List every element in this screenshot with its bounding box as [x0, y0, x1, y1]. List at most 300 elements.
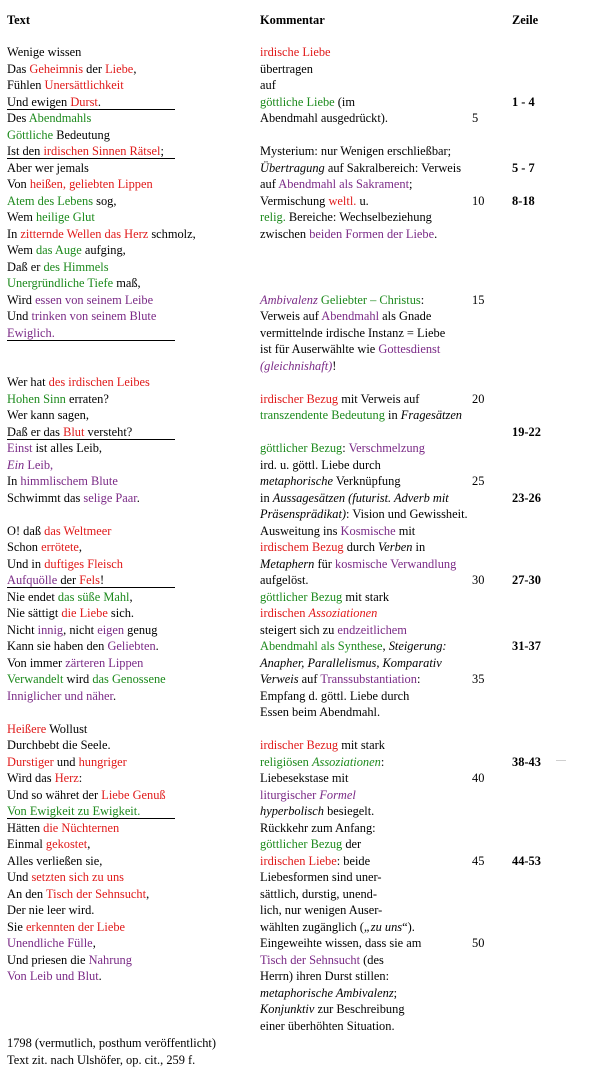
poem-segment: Fels — [79, 573, 100, 587]
commentary-segment: zwischen — [260, 227, 310, 241]
poem-segment: Durchbebt die Seele. — [7, 738, 111, 752]
commentary-segment: für — [314, 557, 336, 571]
poem-segment: des Himmels — [43, 260, 109, 274]
commentary-line — [260, 523, 415, 539]
commentary-segment: auf Sakralbereich: Verweis — [324, 161, 462, 175]
poem-segment: der — [83, 62, 106, 76]
commentary-segment: Geliebter – Christus — [320, 293, 421, 307]
poem-line — [7, 193, 116, 209]
poem-segment: maß, — [113, 276, 141, 290]
poem-segment: An den — [7, 887, 47, 901]
poem-segment: Wollust — [46, 722, 88, 736]
commentary-line — [260, 61, 313, 77]
commentary-segment: auf — [260, 78, 276, 92]
poem-segment: , — [146, 887, 150, 901]
commentary-line — [260, 605, 377, 621]
commentary-line — [260, 919, 415, 935]
line-number: 20 — [472, 392, 485, 406]
commentary-segment: Tisch der Sehnsucht — [260, 953, 361, 967]
poem-line — [7, 176, 153, 192]
zeile-range: 8-18 — [512, 194, 535, 208]
poem-segment: Durst — [70, 95, 98, 109]
poem-segment: Kann sie haben den — [7, 639, 108, 653]
poem-line — [7, 77, 124, 93]
commentary-segment: weltl. — [328, 194, 357, 208]
commentary-segment: mit stark — [342, 590, 390, 604]
commentary-segment: “). — [402, 920, 415, 934]
poem-segment: Des — [7, 111, 29, 125]
poem-segment: erkennten der Liebe — [25, 920, 126, 934]
commentary-line — [260, 143, 451, 159]
poem-segment: Alles verließen sie, — [7, 854, 103, 868]
poem-line — [7, 622, 157, 638]
commentary-segment: Eingeweihte wissen, dass sie am — [260, 936, 422, 950]
poem-line — [7, 638, 159, 654]
poem-segment: ; — [160, 144, 164, 158]
poem-line — [7, 820, 119, 836]
poem-line — [7, 325, 175, 341]
line-number: 35 — [472, 672, 485, 686]
poem-segment: setzten sich zu uns — [31, 870, 124, 884]
poem-segment: essen von seinem Leibe — [35, 293, 154, 307]
commentary-segment: Liebesformen sind uner- — [260, 870, 382, 884]
commentary-segment: vermittelnde irdische Instanz = Liebe — [260, 326, 446, 340]
poem-segment: Nicht — [7, 623, 38, 637]
commentary-segment: Transsubstantiation — [320, 672, 417, 686]
commentary-segment: Assoziationen — [311, 755, 381, 769]
commentary-line — [260, 1018, 395, 1034]
commentary-line — [260, 820, 376, 836]
commentary-segment: Aussagesätzen (futurist. Adverb mit — [272, 491, 449, 505]
poem-line — [7, 490, 140, 506]
commentary-line — [260, 935, 421, 951]
commentary-segment: relig. — [260, 210, 286, 224]
commentary-line — [260, 869, 382, 885]
poem-line — [7, 688, 116, 704]
line-number: 25 — [472, 474, 485, 488]
footer-source: Text zit. nach Ulshöfer, op. cit., 259 f. — [7, 1053, 196, 1067]
poem-line — [7, 94, 175, 110]
poem-segment: Und priesen die — [7, 953, 89, 967]
poem-segment: trinken von seinem Blute — [31, 309, 157, 323]
poem-segment: Wer hat — [7, 375, 49, 389]
poem-line — [7, 539, 82, 555]
commentary-line — [260, 44, 331, 60]
poem-segment: Schwimmt das — [7, 491, 84, 505]
poem-line — [7, 209, 95, 225]
commentary-segment: Anapher, Parallelismus, Komparativ — [260, 656, 442, 670]
line-number: 50 — [472, 936, 485, 950]
header-kommentar: Kommentar — [260, 13, 325, 27]
commentary-segment: mit — [395, 524, 416, 538]
commentary-segment: Konjunktiv — [260, 1002, 315, 1016]
commentary-segment: u. — [356, 194, 369, 208]
commentary-line — [260, 308, 431, 324]
poem-line — [7, 556, 123, 572]
commentary-segment: , — [382, 639, 389, 653]
poem-segment: Heißere — [7, 722, 47, 736]
commentary-segment: Abendmahl als Sakrament — [278, 177, 410, 191]
zeile-range: 5 - 7 — [512, 161, 535, 175]
commentary-line — [260, 506, 468, 522]
poem-segment: Und ewigen — [7, 95, 71, 109]
poem-line — [7, 902, 94, 918]
commentary-segment: metaphorische — [260, 474, 333, 488]
commentary-segment: göttlicher Bezug — [260, 590, 343, 604]
poem-line — [7, 61, 136, 77]
commentary-segment: Herrn) ihren Durst stillen: — [260, 969, 390, 983]
poem-line — [7, 44, 81, 60]
header-text: Text — [7, 13, 30, 27]
commentary-line — [260, 952, 384, 968]
poem-segment: In — [7, 474, 21, 488]
commentary-line — [260, 638, 447, 654]
poem-line — [7, 424, 175, 440]
poem-line — [7, 572, 175, 588]
commentary-segment: : — [420, 293, 425, 307]
commentary-segment: liturgischer — [260, 788, 320, 802]
poem-segment: die Liebe — [61, 606, 108, 620]
commentary-segment: Verknüpfung — [332, 474, 401, 488]
commentary-segment: in — [412, 540, 426, 554]
poem-line — [7, 226, 196, 242]
poem-segment: duftiges Fleisch — [44, 557, 123, 571]
zeile-range: 31-37 — [512, 639, 541, 653]
commentary-segment: Abendmahl — [321, 309, 380, 323]
line-number: 45 — [472, 854, 485, 868]
poem-line — [7, 143, 175, 159]
poem-segment: , — [129, 590, 133, 604]
commentary-segment: Empfang d. göttl. Liebe durch — [260, 689, 410, 703]
commentary-line — [260, 853, 370, 869]
commentary-segment: irdischen — [260, 606, 309, 620]
poem-line — [7, 374, 150, 390]
commentary-segment: übertragen — [260, 62, 313, 76]
commentary-segment: kosmische Verwandlung — [335, 557, 457, 571]
commentary-line — [260, 110, 388, 126]
commentary-segment: Essen beim Abendmahl. — [260, 705, 381, 719]
poem-segment: O! daß — [7, 524, 45, 538]
poem-line — [7, 127, 110, 143]
poem-line — [7, 160, 89, 176]
poem-segment: Wer kann sagen, — [7, 408, 89, 422]
poem-segment: . — [98, 969, 102, 983]
poem-segment: errötete — [41, 540, 79, 554]
poem-segment: zitternde Wellen das Herz — [20, 227, 149, 241]
poem-segment: heißen, geliebten Lippen — [29, 177, 153, 191]
commentary-line — [260, 94, 355, 110]
poem-segment: . — [97, 95, 101, 109]
commentary-segment: ! — [332, 359, 337, 373]
commentary-line — [260, 325, 445, 341]
commentary-segment: als Gnade — [379, 309, 432, 323]
poem-line — [7, 605, 134, 621]
poem-line — [7, 457, 53, 473]
poem-segment: Der nie leer wird. — [7, 903, 95, 917]
commentary-segment: Mysterium: nur Wenigen erschließbar; — [260, 144, 452, 158]
commentary-segment: Ausweitung ins — [260, 524, 341, 538]
commentary-line — [260, 622, 407, 638]
poem-segment: , nicht — [63, 623, 98, 637]
poem-line — [7, 110, 91, 126]
commentary-segment: auf — [260, 177, 279, 191]
poem-segment: eigen — [97, 623, 125, 637]
poem-segment: irdischen Sinnen Rätsel — [43, 144, 161, 158]
poem-segment: himmlischem Blute — [20, 474, 118, 488]
poem-segment: Und in — [7, 557, 45, 571]
poem-segment: das Genossene — [92, 672, 166, 686]
commentary-line — [260, 226, 437, 242]
commentary-segment: irdischer Bezug — [260, 392, 339, 406]
poem-segment: genug — [124, 623, 158, 637]
poem-segment: Von Leib und Blut — [7, 969, 99, 983]
commentary-segment: wählten zugänglich ( — [260, 920, 364, 934]
poem-segment: Nie endet — [7, 590, 58, 604]
commentary-segment: Assoziationen — [308, 606, 378, 620]
commentary-segment: Steigerung: — [388, 639, 447, 653]
poem-segment: schmolz, — [148, 227, 196, 241]
poem-segment: und — [53, 755, 79, 769]
commentary-line — [260, 358, 336, 374]
poem-segment: . — [136, 491, 140, 505]
poem-segment: Wenige wissen — [7, 45, 82, 59]
poem-segment: Herz — [54, 771, 79, 785]
commentary-line — [260, 457, 381, 473]
poem-segment: des irdischen Leibes — [48, 375, 150, 389]
poem-segment: , — [133, 62, 137, 76]
commentary-segment: Bereiche: Wechselbeziehung — [285, 210, 432, 224]
commentary-segment: Ambivalenz — [260, 293, 318, 307]
poem-segment: Hohen Sinn — [7, 392, 66, 406]
commentary-segment: endzeitlichem — [337, 623, 407, 637]
poem-segment: Von — [7, 177, 30, 191]
poem-segment: heilige Glut — [35, 210, 95, 224]
zeile-range: 38-43 — [512, 755, 541, 769]
poem-segment: Nie sättigt — [7, 606, 62, 620]
poem-segment: versteht? — [84, 425, 133, 439]
commentary-segment: Präsensprädikat) — [260, 507, 347, 521]
poem-line — [7, 803, 175, 819]
commentary-line — [260, 160, 461, 176]
commentary-line — [260, 589, 389, 605]
poem-segment: Liebe — [105, 62, 134, 76]
poem-segment: Fühlen — [7, 78, 45, 92]
poem-line — [7, 853, 102, 869]
commentary-line — [260, 193, 369, 209]
poem-line — [7, 275, 141, 291]
poem-segment: Von immer — [7, 656, 66, 670]
commentary-line — [260, 176, 412, 192]
poem-segment: die Nüchternen — [43, 821, 120, 835]
commentary-line — [260, 787, 356, 803]
commentary-line — [260, 671, 420, 687]
poem-line — [7, 523, 111, 539]
poem-line — [7, 919, 125, 935]
poem-segment: Wird das — [7, 771, 55, 785]
commentary-segment: Metaphern — [260, 557, 315, 571]
commentary-segment: (des — [360, 953, 384, 967]
poem-segment: wird — [63, 672, 93, 686]
poem-segment: ist alles Leib, — [32, 441, 102, 455]
commentary-line — [260, 754, 384, 770]
commentary-segment: der — [342, 837, 362, 851]
poem-segment: Und — [7, 309, 32, 323]
commentary-line — [260, 341, 440, 357]
poem-segment: , — [92, 936, 96, 950]
poem-segment: sich. — [107, 606, 134, 620]
poem-segment: zärteren Lippen — [65, 656, 144, 670]
commentary-line — [260, 407, 462, 423]
poem-segment: Geheimnis — [29, 62, 84, 76]
line-number: 30 — [472, 573, 485, 587]
poem-segment: , — [87, 837, 91, 851]
poem-line — [7, 655, 143, 671]
poem-segment: Daß er — [7, 260, 44, 274]
commentary-line — [260, 77, 276, 93]
poem-segment: Einst — [7, 441, 33, 455]
commentary-segment: Verweis — [260, 672, 299, 686]
poem-line — [7, 242, 126, 258]
commentary-line — [260, 902, 382, 918]
commentary-line — [260, 1001, 405, 1017]
poem-segment: , — [78, 540, 83, 554]
commentary-segment: irdischem Bezug — [260, 540, 344, 554]
zeile-range: 1 - 4 — [512, 95, 535, 109]
commentary-segment: irdischer Bezug — [260, 738, 339, 752]
poem-segment: Bedeutung — [53, 128, 110, 142]
poem-segment: ! — [99, 573, 105, 587]
poem-segment: erraten? — [65, 392, 109, 406]
poem-line — [7, 836, 90, 852]
commentary-segment: Fragesätzen — [400, 408, 463, 422]
commentary-segment: Übertragung — [260, 161, 325, 175]
poem-line — [7, 407, 89, 423]
poem-line — [7, 721, 87, 737]
commentary-segment: Verben — [378, 540, 413, 554]
poem-segment: In — [7, 227, 21, 241]
poem-line — [7, 886, 149, 902]
zeile-range: 44-53 — [512, 854, 541, 868]
poem-segment: Leib, — [24, 458, 54, 472]
commentary-segment: . — [434, 227, 438, 241]
zeile-range: 19-22 — [512, 425, 541, 439]
poem-line — [7, 308, 156, 324]
commentary-segment: aufgelöst. — [260, 573, 309, 587]
commentary-line — [260, 556, 456, 572]
commentary-segment: (gleichnishaft) — [260, 359, 333, 373]
poem-segment: das Auge — [35, 243, 82, 257]
commentary-line — [260, 770, 348, 786]
commentary-segment: : Vision und Gewissheit. — [346, 507, 468, 521]
commentary-line — [260, 473, 401, 489]
commentary-segment: göttliche Liebe — [260, 95, 335, 109]
commentary-line — [260, 704, 380, 720]
poem-line — [7, 671, 166, 687]
poem-line — [7, 770, 82, 786]
poem-line — [7, 473, 118, 489]
commentary-segment: : — [416, 672, 421, 686]
commentary-line — [260, 391, 419, 407]
commentary-segment: : beide — [336, 854, 371, 868]
commentary-line — [260, 209, 432, 225]
poem-segment: Durstiger — [7, 755, 54, 769]
line-number: 15 — [472, 293, 485, 307]
commentary-segment: Verweis auf — [260, 309, 322, 323]
commentary-line — [260, 737, 385, 753]
poem-segment: Geliebten — [107, 639, 156, 653]
zeile-range: 23-26 — [512, 491, 541, 505]
poem-segment: Liebe Genuß — [101, 788, 166, 802]
commentary-segment: in — [384, 408, 401, 422]
commentary-segment: durch — [343, 540, 379, 554]
commentary-line — [260, 440, 425, 456]
poem-segment: Daß er das — [7, 425, 64, 439]
poem-line — [7, 391, 109, 407]
zeile-range: 27-30 — [512, 573, 541, 587]
poem-segment: Ewiglich. — [7, 326, 55, 340]
poem-segment: hungriger — [78, 755, 127, 769]
poem-line — [7, 968, 102, 984]
poem-segment: Aber wer jemals — [7, 161, 89, 175]
commentary-segment: : — [380, 755, 385, 769]
commentary-segment: religiösen — [260, 755, 312, 769]
commentary-segment: auf — [298, 672, 321, 686]
poem-line — [7, 259, 109, 275]
commentary-segment: göttlicher Bezug — [260, 837, 343, 851]
poem-segment: Und so währet der — [7, 788, 102, 802]
commentary-segment: beiden Formen der Liebe — [309, 227, 435, 241]
poem-line — [7, 754, 127, 770]
commentary-segment: mit stark — [338, 738, 385, 752]
poem-line — [7, 935, 96, 951]
poem-segment: . — [155, 639, 159, 653]
poem-segment: gekostet — [45, 837, 88, 851]
poem-segment: Sie — [7, 920, 26, 934]
poem-segment: aufging, — [81, 243, 126, 257]
poem-segment: Unendliche Fülle — [7, 936, 93, 950]
poem-segment: . — [112, 689, 117, 703]
commentary-segment: einer überhöhten Situation. — [260, 1019, 395, 1033]
poem-segment: Wird — [7, 293, 36, 307]
commentary-segment: Formel — [319, 788, 356, 802]
poem-segment: Einmal — [7, 837, 46, 851]
poem-segment: Atem des Lebens — [7, 194, 94, 208]
commentary-segment: Kosmische — [340, 524, 396, 538]
commentary-segment: Abendmahl ausgedrückt). — [260, 111, 388, 125]
commentary-segment: irdischen Liebe — [260, 854, 337, 868]
poem-segment: Tisch der Sehnsucht — [46, 887, 147, 901]
poem-segment: das süße Mahl — [57, 590, 130, 604]
footer-date: 1798 (vermutlich, posthum veröffentlicht) — [7, 1036, 216, 1050]
commentary-segment: ird. u. göttl. Liebe durch — [260, 458, 381, 472]
commentary-segment: Verschmelzung — [348, 441, 425, 455]
commentary-line — [260, 539, 425, 555]
commentary-segment: mit Verweis auf — [338, 392, 420, 406]
commentary-segment: ; — [409, 177, 413, 191]
poem-line — [7, 952, 132, 968]
poem-segment: Göttliche — [7, 128, 54, 142]
poem-line — [7, 869, 124, 885]
commentary-line — [260, 985, 397, 1001]
commentary-segment: in — [260, 491, 273, 505]
poem-line — [7, 787, 166, 803]
commentary-segment: sättlich, durstig, unend- — [260, 887, 378, 901]
poem-segment: Verwandelt — [7, 672, 64, 686]
commentary-segment: Gottesdienst — [378, 342, 441, 356]
commentary-segment: „zu uns — [363, 920, 403, 934]
poem-segment: Abendmahls — [28, 111, 92, 125]
commentary-segment: (im — [334, 95, 355, 109]
